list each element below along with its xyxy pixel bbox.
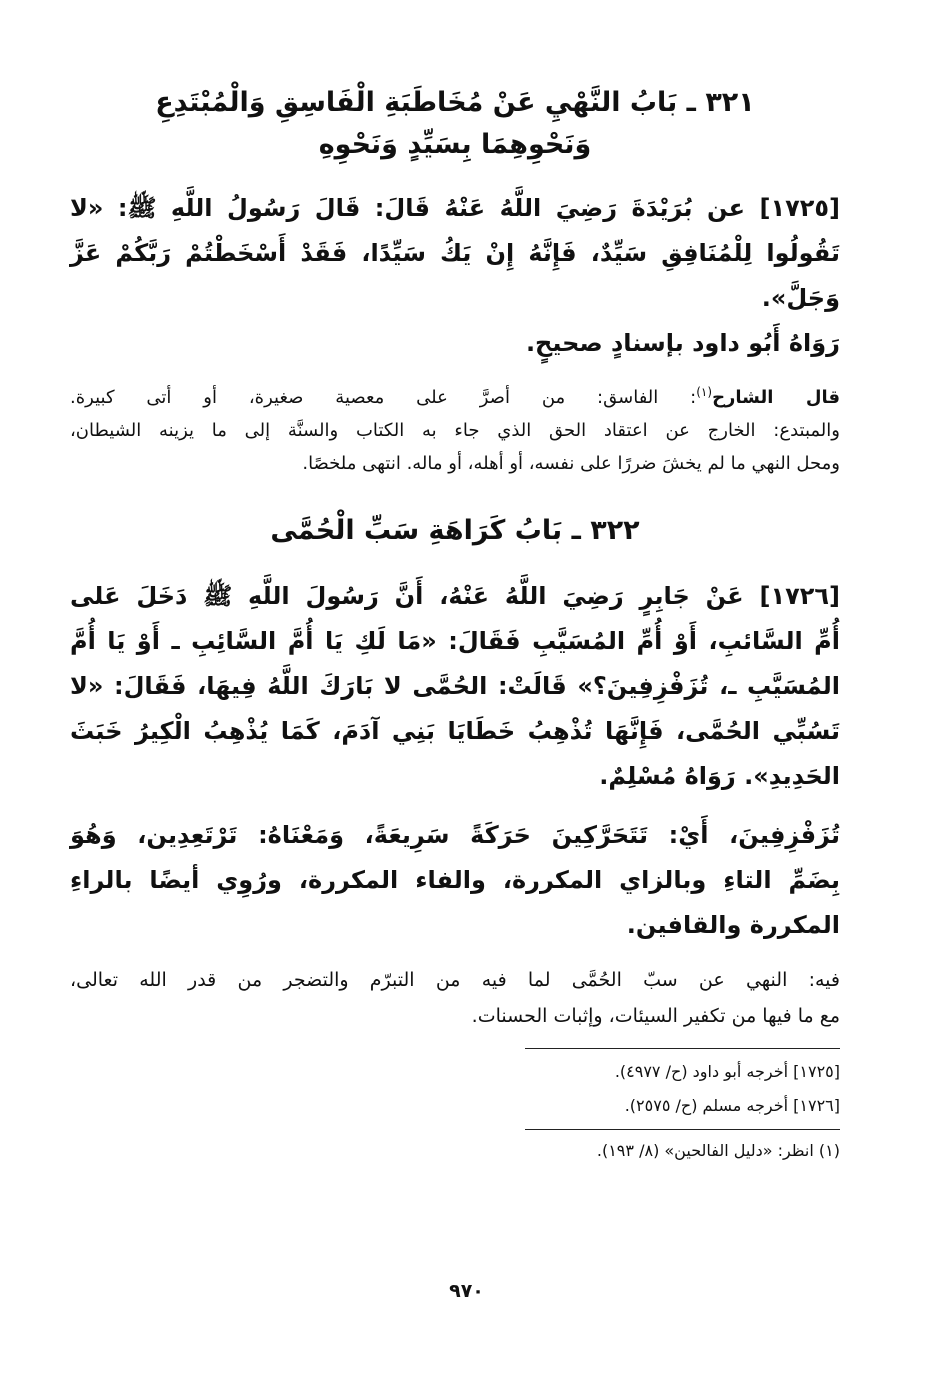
hadith-1725 [70, 186, 840, 366]
hadith-1726 [70, 574, 840, 799]
page-number: ٩٧٠ [449, 1280, 484, 1302]
commentary-1725-line3: ومحل النهي ما لم يخشَ ضررًا على نفسه، أو أهله، أو ماله. انتهى ملخصًا. [302, 453, 840, 474]
footnote-divider-1 [525, 1048, 840, 1049]
commentary-1726-line2: مع ما فيها من تكفير السيئات، وإثبات الحسنات. [471, 1005, 840, 1027]
commentary-lead: قال الشارح [712, 387, 840, 408]
hadith-1726-line3: المُسَيَّبِ ـ، تُزَفْزِفِينَ؟» قَالَتْ: الحُمَّى لا بَارَكَ اللَّهُ فِيهَا، فَقَالَ: «لا [70, 672, 840, 700]
chapter-322-title-text: ٣٢٢ ـ بَابُ كَرَاهَةِ سَبِّ الْحُمَّى [270, 515, 640, 546]
gloss-1726 [70, 813, 840, 948]
hadith-1726-line2: أُمِّ السَّائبِ، أَوْ أُمِّ المُسَيَّبِ فَقَالَ: «مَا لَكِ يَا أُمَّ السَّائِبِ ـ أَوْ يَا أُمَّ [70, 627, 840, 655]
hadith-1726-line5: الحَدِيدِ». رَوَاهُ مُسْلِمٌ. [599, 762, 840, 790]
commentary-1726 [70, 962, 840, 1034]
commentary-1726-line1: فيه: النهي عن سبّ الحُمَّى لما فيه من التبرّم والتضجر من قدر الله تعالى، [70, 969, 840, 991]
hadith-1725-line1: [١٧٢٥] عن بُرَيْدَةَ رَضِيَ اللَّهُ عَنْهُ قَالَ: قَالَ رَسُولُ اللَّهِ ﷺ: «لا [70, 194, 840, 222]
chapter-321-title-line2: وَنَحْوِهِمَا بِسَيِّدٍ وَنَحْوِهِ [318, 129, 592, 160]
footnote-ref-1726: [١٧٢٦] أخرجه مسلم (ح/ ٢٥٧٥). [624, 1096, 840, 1115]
page-content [70, 70, 840, 1168]
chapter-321-title-line1: ٣٢١ ـ بَابُ النَّهْيِ عَنْ مُخَاطَبَةِ الْفَاسِقِ وَالْمُبْتَدِعِ [155, 87, 755, 118]
reference-footnotes [70, 1055, 840, 1123]
commentary-1725 [70, 376, 840, 480]
footnote-note-1: (١) انظر: «دليل الفالحين» (٨/ ١٩٣). [596, 1141, 840, 1160]
commentary-1725-line1-rest: : الفاسق: من أصرَّ على معصية صغيرة، أو أتى كبيرة. [70, 387, 697, 408]
footnote-ref-1725: [١٧٢٥] أخرجه أبو داود (ح/ ٤٩٧٧). [614, 1062, 840, 1081]
gloss-1726-line2: بِضَمِّ التاءِ وبالزاي المكررة، والفاء المكررة، ورُوِي أيضًا بالراءِ [70, 866, 840, 894]
commentary-1725-line1 [70, 376, 840, 414]
hadith-1726-line1: [١٧٢٦] عَنْ جَابِرٍ رَضِيَ اللَّهُ عَنْهُ، أَنَّ رَسُولَ اللَّهِ ﷺ دَخَلَ عَلى [70, 582, 840, 610]
chapter-321-title [70, 82, 840, 166]
commentary-1725-line2: والمبتدع: الخارج عن اعتقاد الحق الذي جاء به الكتاب والسنَّة إلى ما يزينه الشيطان، [70, 420, 840, 441]
gloss-1726-line3: المكررة والقافين. [626, 911, 840, 939]
footnote-marker: (١) [696, 385, 713, 399]
explanatory-footnotes [70, 1134, 840, 1168]
footnote-divider-2 [525, 1129, 840, 1130]
hadith-1725-line2: تَقُولُوا لِلْمُنَافِقِ سَيِّدٌ، فَإِنَّهُ إِنْ يَكُ سَيِّدًا، فَقَدْ أَسْخَطْتُمْ رَبَّكُمْ عَزَّ وَجَلَّ». [70, 239, 840, 312]
hadith-1726-line4: تَسُبِّي الحُمَّى، فَإِنَّهَا تُذْهِبُ خَطَايَا بَنِي آدَمَ، كَمَا يُذْهِبُ الْكِيرُ خَبَثَ [70, 717, 840, 745]
gloss-1726-line1: تُزَفْزِفِينَ، أَيْ: تَتَحَرَّكِينَ حَرَكَةً سَرِيعَةً، وَمَعْنَاهُ: تَرْتَعِدِين، وَهُوَ [70, 821, 840, 849]
chapter-322-title [70, 510, 840, 552]
hadith-1725-line3: رَوَاهُ أَبُو داود بإسنادٍ صحيحٍ. [525, 329, 840, 357]
